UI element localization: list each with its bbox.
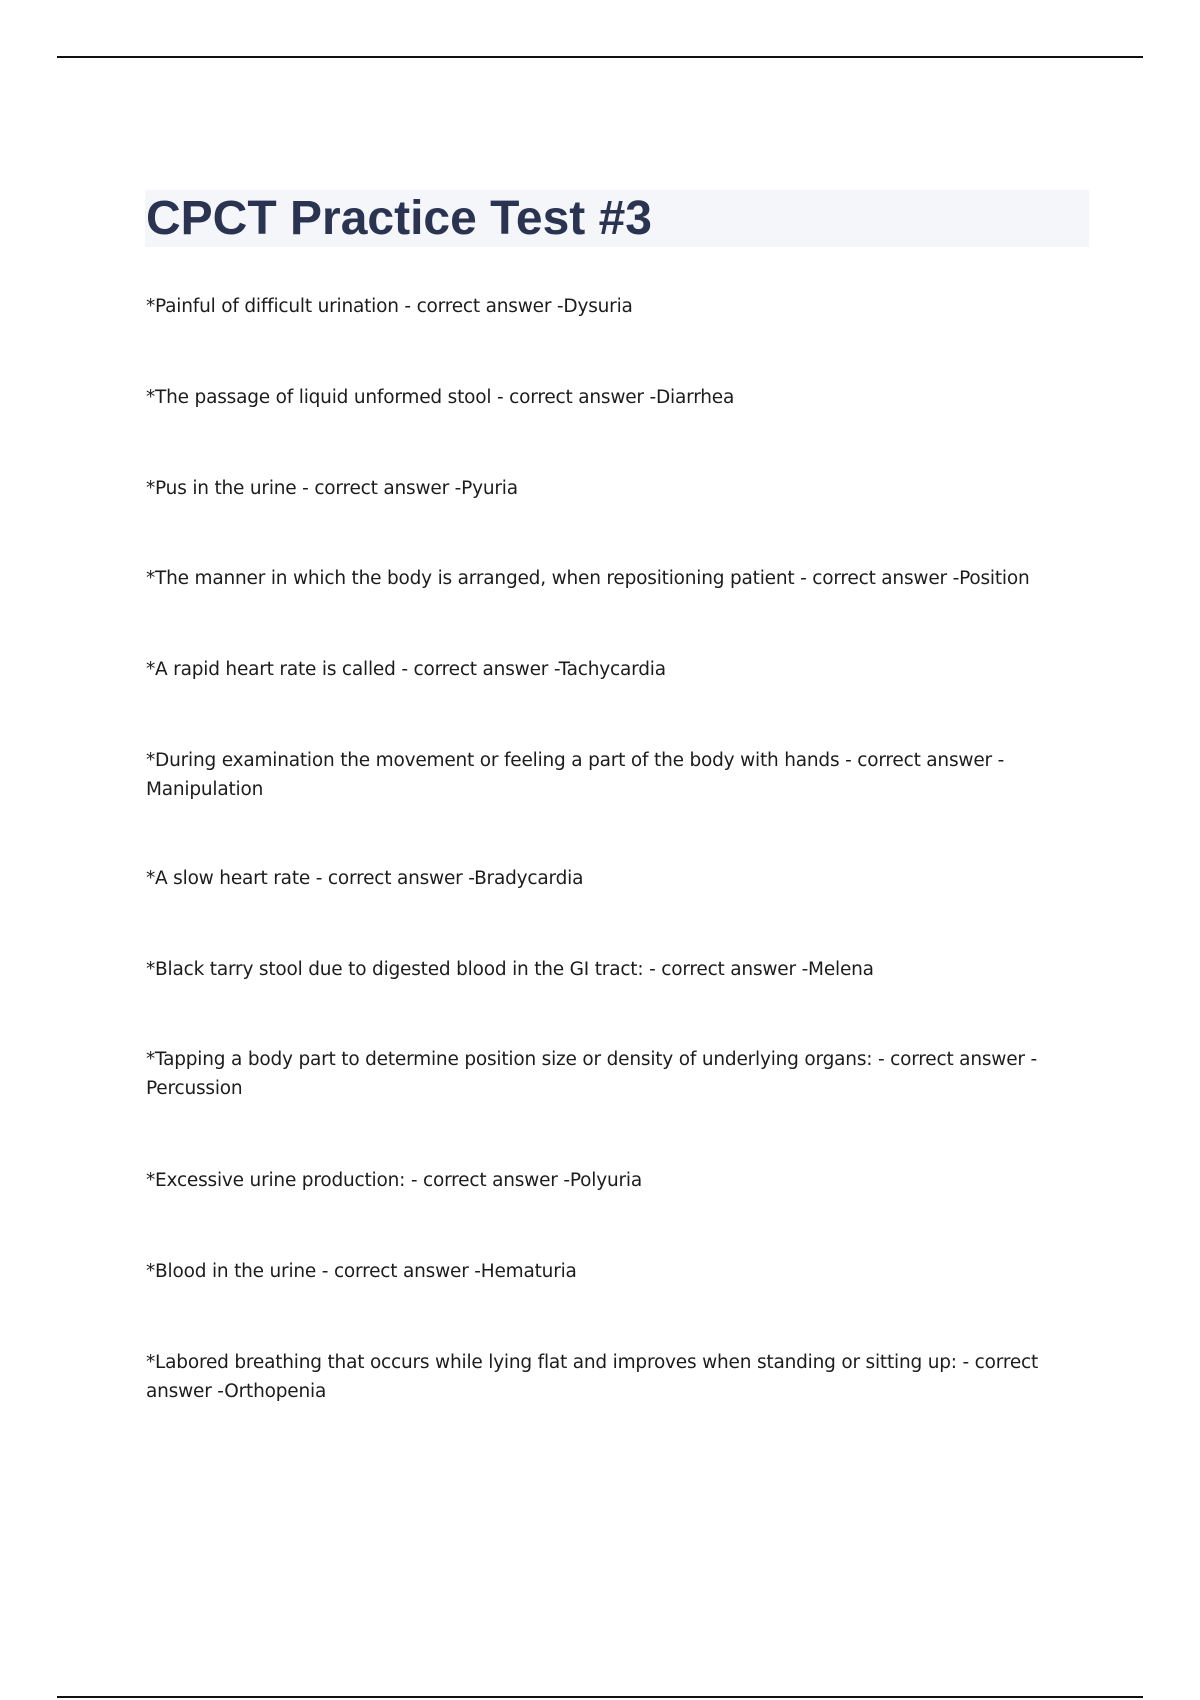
- page-title: CPCT Practice Test #3: [146, 192, 652, 245]
- qa-item: *Blood in the urine - correct answer -Hematuria: [146, 1261, 577, 1282]
- qa-item: *The passage of liquid unformed stool - correct answer -Diarrhea: [146, 387, 735, 408]
- qa-item: *During examination the movement or feeling a part of the body with hands - correct answer -Manipulation: [146, 750, 1005, 800]
- qa-item: *A slow heart rate - correct answer -Bradycardia: [146, 868, 584, 889]
- qa-item: *Excessive urine production: - correct answer -Polyuria: [146, 1170, 642, 1191]
- qa-item: *Pus in the urine - correct answer -Pyuria: [146, 478, 518, 499]
- top-rule: [57, 56, 1143, 58]
- qa-item: *Black tarry stool due to digested blood in the GI tract: - correct answer -Melena: [146, 959, 874, 980]
- qa-item: *Painful of difficult urination - correct answer -Dysuria: [146, 296, 633, 317]
- qa-item: *A rapid heart rate is called - correct answer -Tachycardia: [146, 659, 666, 680]
- bottom-rule: [57, 1696, 1143, 1698]
- qa-item: *The manner in which the body is arranged, when repositioning patient - correct answer -Position: [146, 568, 1030, 589]
- qa-item: *Tapping a body part to determine position size or density of underlying organs: - correct answer -Percussion: [146, 1049, 1037, 1099]
- qa-item: *Labored breathing that occurs while lying flat and improves when standing or sitting up: - correct answer -Orthopenia: [146, 1352, 1039, 1402]
